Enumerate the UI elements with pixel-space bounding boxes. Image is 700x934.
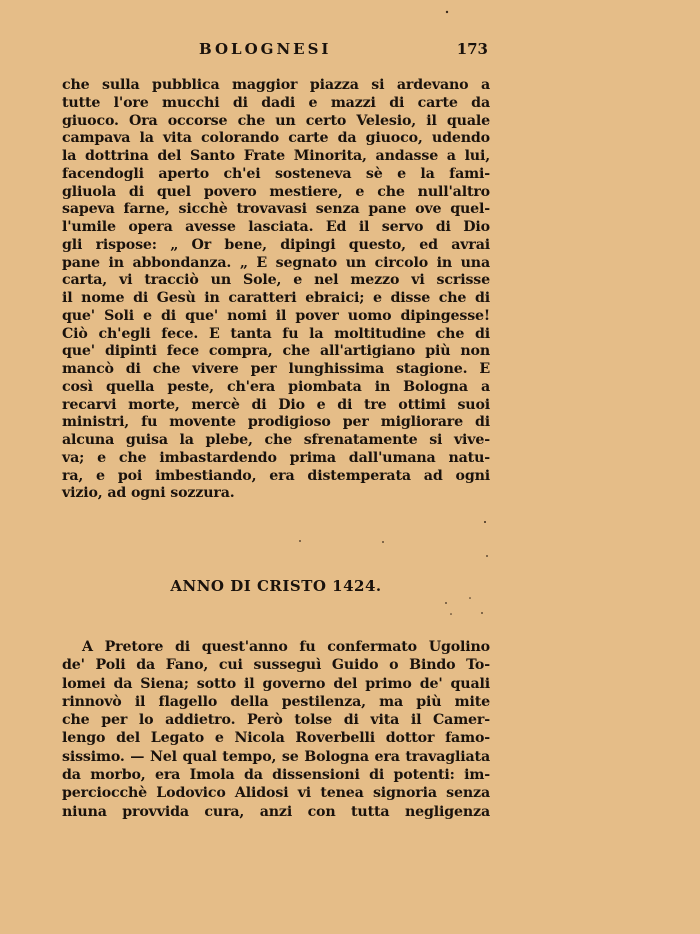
- text-line: ministri, fu movente prodigioso per migliorare di: [62, 414, 490, 431]
- text-line: da morbo, era Imola da dissensioni di potenti: im-: [62, 767, 490, 784]
- text-line: va; e che imbastardendo prima dall'umana natu-: [62, 449, 490, 466]
- text-line: tutte l'ore mucchi di dadi e mazzi di carte da: [62, 94, 490, 111]
- text-line: Ciò ch'egli fece. E tanta fu la moltitudine che di: [62, 325, 490, 342]
- text-line: de' Poli da Fano, cui susseguì Guido o Bindo To-: [62, 657, 490, 674]
- text-line: gliuola di quel povero mestiere, e che null'altro: [62, 183, 490, 200]
- text-line: il nome di Gesù in caratteri ebraici; e disse che di: [62, 290, 490, 306]
- page-number: 173: [456, 40, 488, 58]
- text-line: perciocchè Lodovico Alidosi vi tenea signoria senza: [62, 785, 490, 802]
- section-heading: ANNO DI CRISTO 1424.: [170, 577, 382, 595]
- text-line: alcuna guisa la plebe, che sfrenatamente si vive-: [62, 432, 490, 448]
- text-line: giuoco. Ora occorse che un certo Velesio, il quale: [62, 112, 490, 129]
- running-title: BOLOGNESI: [199, 40, 332, 58]
- text-line: carta, vi tracciò un Sole, e nel mezzo vi scrisse: [62, 272, 490, 289]
- text-line: che sulla pubblica maggior piazza si ardevano a: [62, 77, 490, 93]
- text-line: sissimo. — Nel qual tempo, se Bologna era travagliata: [62, 748, 490, 765]
- text-line: pane in abbondanza. „ E segnato un circolo in una: [62, 254, 490, 271]
- text-line: sapeva farne, sicchè trovavasi senza pane ove quel-: [62, 201, 490, 218]
- text-line: la dottrina del Santo Frate Minorita, andasse a lui,: [62, 148, 490, 164]
- text-line: mancò di che vivere per lunghissima stagione. E: [62, 361, 490, 377]
- text-line: così quella peste, ch'era piombata in Bologna a: [62, 378, 490, 395]
- text-line: facendogli aperto ch'ei sosteneva sè e la fami-: [62, 165, 490, 182]
- text-line: che per lo addietro. Però tolse di vita il Camer-: [62, 712, 490, 729]
- text-line: campava la vita colorando carte da giuoco, udendo: [62, 130, 490, 147]
- text-line: rinnovò il flagello della pestilenza, ma più mite: [62, 693, 490, 710]
- text-line: que' Soli e di que' nomi il pover uomo dipingesse!: [62, 307, 490, 324]
- text-line: A Pretore di quest'anno fu confermato Ugolino: [82, 639, 490, 655]
- text-line: lengo del Legato e Nicola Roverbelli dottor famo-: [62, 730, 490, 747]
- text-line: recarvi morte, mercè di Dio e di tre ottimi suoi: [62, 396, 490, 413]
- text-line: gli rispose: „ Or bene, dipingi questo, ed avrai: [62, 236, 490, 253]
- text-line: ra, e poi imbestiando, era distemperata ad ogni: [62, 467, 490, 484]
- text-line: vizio, ad ogni sozzura.: [62, 485, 235, 502]
- text-line: l'umile opera avesse lasciata. Ed il servo di Dio: [62, 219, 490, 235]
- text-line: niuna provvida cura, anzi con tutta negligenza: [62, 803, 490, 820]
- text-line: lomei da Siena; sotto il governo del primo de' quali: [62, 675, 490, 692]
- text-line: que' dipinti fece compra, che all'artigiano più non: [62, 343, 490, 360]
